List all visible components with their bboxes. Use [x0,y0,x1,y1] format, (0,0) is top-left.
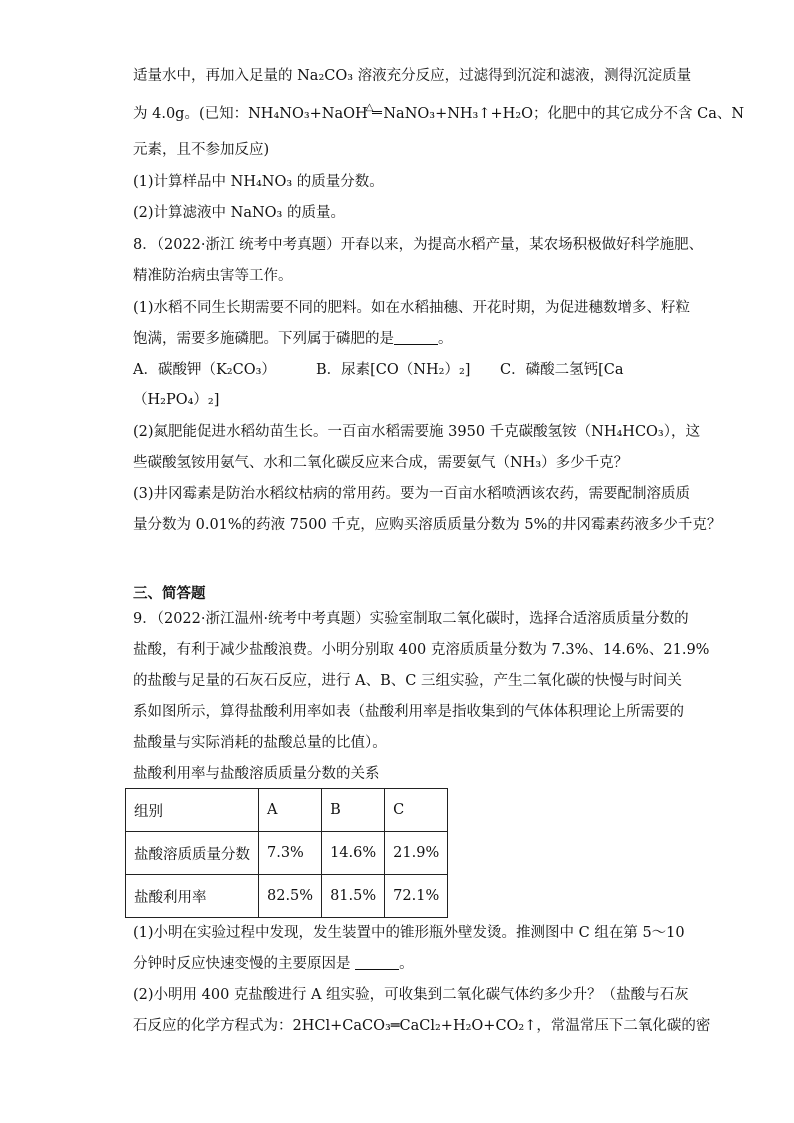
answer-blank [394,330,438,345]
table-header-cell: B [322,789,385,832]
p8-line-2: 精准防治病虫害等工作。 [133,268,293,284]
table-cell: 7.3% [259,832,322,875]
table-header-cell: 组别 [126,789,259,832]
answer-blank [355,955,399,970]
table-cell: 82.5% [259,875,322,918]
p9-line-4: 系如图所示，算得盐酸利用率如表（盐酸利用率是指收集到的气体体积理论上所需要的 [133,704,684,720]
p8-option-c-cont: （H₂PO₄）₂] [133,392,220,408]
p9-question-1b-end: 。 [399,956,414,972]
p7-line-2 [133,104,744,126]
p8-question-2b: 些碳酸氢铵用氨气、水和二氧化碳反应来合成，需要氨气（NH₃）多少千克？ [133,455,629,471]
table-header-cell: A [259,789,322,832]
table-header-cell: C [385,789,448,832]
p7-question-2: (2)计算滤液中 NaNO₃ 的质量。 [133,205,345,221]
p9-line-2: 盐酸，有利于减少盐酸浪费。小明分别取 400 克溶质质量分数为 7.3%、14.6%、21.9% [133,642,710,658]
p8-question-3a: (3)井冈霉素是防治水稻纹枯病的常用药。要为一百亩水稻喷洒该农药，需要配制溶质质 [133,486,691,502]
table-header-row [126,789,448,832]
p7-equation-left: 为 4.0g。(已知：NH₄NO₃+NaOH [133,106,368,122]
p9-question-2b: 石反应的化学方程式为：2HCl+CaCO₃═CaCl₂+H₂O+CO₂↑，常温常压下二氧化碳的密 [133,1018,711,1034]
table-caption: 盐酸利用率与盐酸溶质质量分数的关系 [133,766,380,782]
p7-line-3: 元素，且不参加反应) [133,142,270,158]
p8-question-1b-text: 饱满，需要多施磷肥。下列属于磷肥的是 [133,331,394,347]
p9-question-1b [133,954,414,974]
table-row [126,875,448,918]
p8-question-1b [133,329,453,349]
p9-question-1b-text: 分钟时反应快速变慢的主要原因是 [133,956,351,972]
table-cell: 72.1% [385,875,448,918]
table-cell: 21.9% [385,832,448,875]
p8-option-a: A．碳酸钾（K₂CO₃） [133,362,276,378]
p8-option-c: C．磷酸二氢钙[Ca [500,362,624,378]
p9-line-3: 的盐酸与足量的石灰石反应，进行 A、B、C 三组实验，产生二氧化碳的快慢与时间关 [133,673,682,689]
p9-question-2a: (2)小明用 400 克盐酸进行 A 组实验，可收集到二氧化碳气体约多少升？（盐酸与石灰 [133,987,689,1003]
rate-table [125,788,448,918]
table-row [126,832,448,875]
p7-question-1: (1)计算样品中 NH₄NO₃ 的质量分数。 [133,174,384,190]
p7-equation-right: NaNO₃+NH₃↑+H₂O；化肥中的其它成分不含 Ca、N [383,106,745,122]
p8-question-3b: 量分数为 0.01%的药液 7500 千克，应购买溶质质量分数为 5%的井冈霉素药液多少千克？ [133,517,722,533]
p7-line-1: 适量水中，再加入足量的 Na₂CO₃ 溶液充分反应，过滤得到沉淀和滤液，测得沉淀质量 [133,68,692,84]
table-cell: 14.6% [322,832,385,875]
p8-line-1: 8．（2022·浙江 统考中考真题）开春以来，为提高水稻产量，某农场积极做好科学施肥、 [133,237,704,253]
p9-line-1: 9．（2022·浙江温州·统考中考真题）实验室制取二氧化碳时，选择合适溶质质量分数的 [133,611,689,627]
p8-question-2a: (2)氮肥能促进水稻幼苗生长。一百亩水稻需要施 3950 千克碳酸氢铵（NH₄HCO₃），这 [133,424,700,440]
p8-question-1b-end: 。 [438,331,453,347]
section-title: 三、简答题 [133,585,206,602]
p9-line-5: 盐酸量与实际消耗的盐酸总量的比值）。 [133,735,387,751]
p9-question-1a: (1)小明在实验过程中发现，发生装置中的锥形瓶外壁发烫。推测图中 C 组在第 5～10 [133,925,685,941]
table-cell: 盐酸溶质质量分数 [126,832,259,875]
table-cell: 盐酸利用率 [126,875,259,918]
p8-option-b: B．尿素[CO（NH₂）₂] [316,362,471,378]
heat-triangle-icon: △ [365,102,374,113]
table-cell: 81.5% [322,875,385,918]
equals-sign-icon [372,111,382,114]
p8-question-1a: (1)水稻不同生长期需要不同的肥料。如在水稻抽穗、开花时期，为促进穗数增多、籽粒 [133,300,691,316]
